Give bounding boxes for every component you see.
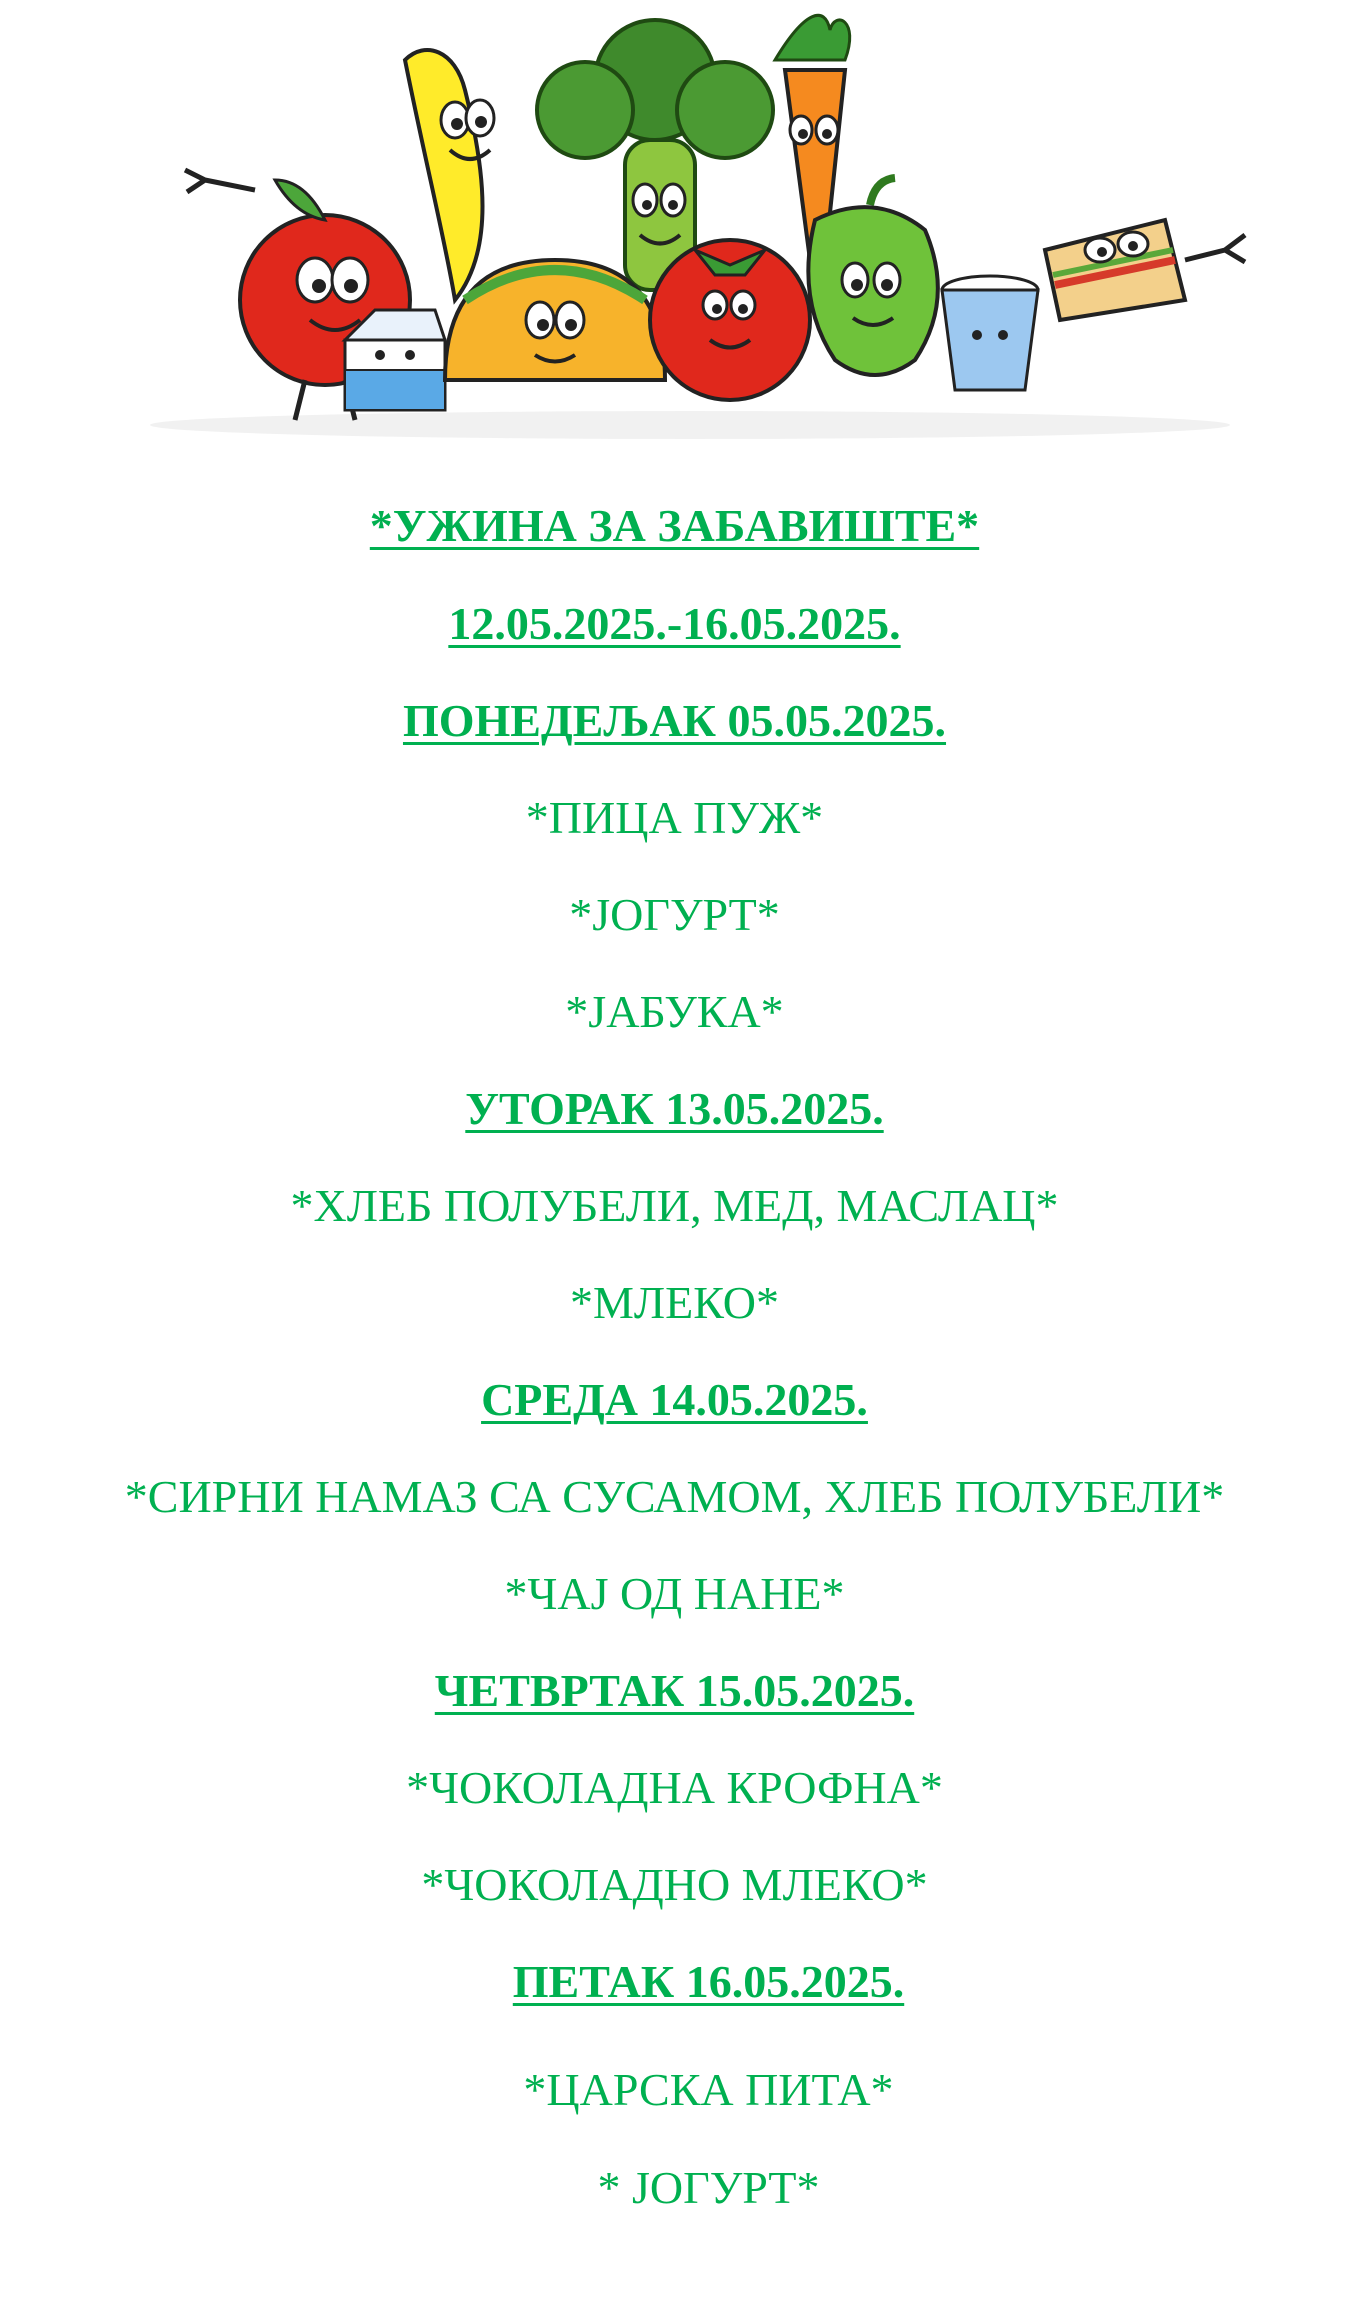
food-characters-illustration — [125, 0, 1255, 445]
menu-item: *ЈОГУРТ* — [569, 889, 780, 940]
day-heading-monday: ПОНЕДЕЉАК 05.05.2025. — [402, 695, 947, 746]
yogurt-cup-icon — [942, 276, 1038, 390]
date-range: 12.05.2025.-16.05.2025. — [448, 598, 901, 649]
menu-item: *ЦАРСКА ПИТА* — [523, 2064, 894, 2115]
day-heading-thursday: ЧЕТВРТАК 15.05.2025. — [434, 1665, 915, 1716]
food-characters-banner — [125, 0, 1255, 445]
day-heading-tuesday: УТОРАК 13.05.2025. — [465, 1083, 884, 1134]
day-heading-wednesday: СРЕДА 14.05.2025. — [481, 1374, 868, 1425]
menu-item: *ЧАЈ ОД НАНЕ* — [504, 1568, 845, 1619]
menu-item: *ЧОКОЛАДНА КРОФНА* — [406, 1762, 943, 1813]
menu-item: *ЧОКОЛАДНО МЛЕКО* — [421, 1859, 928, 1910]
menu-title: *УЖИНА ЗА ЗАБАВИШТЕ* — [369, 500, 980, 551]
menu-item: *ЈАБУКА* — [565, 986, 784, 1037]
menu-item: *ПИЦА ПУЖ* — [525, 792, 824, 843]
milk-carton-icon — [345, 310, 445, 410]
menu-item: *МЛЕКО* — [570, 1277, 779, 1328]
day-heading-friday: ПЕТАК 16.05.2025. — [512, 1956, 905, 2007]
banana-icon — [405, 50, 494, 300]
menu-item: * ЈОГУРТ* — [597, 2162, 820, 2213]
tomato-icon — [650, 240, 810, 400]
menu-item: *СИРНИ НАМАЗ СА СУСАМОМ, ХЛЕБ ПОЛУБЕЛИ* — [124, 1471, 1225, 1522]
menu-item: *ХЛЕБ ПОЛУБЕЛИ, МЕД, МАСЛАЦ* — [290, 1180, 1059, 1231]
sandwich-icon — [1045, 220, 1245, 320]
